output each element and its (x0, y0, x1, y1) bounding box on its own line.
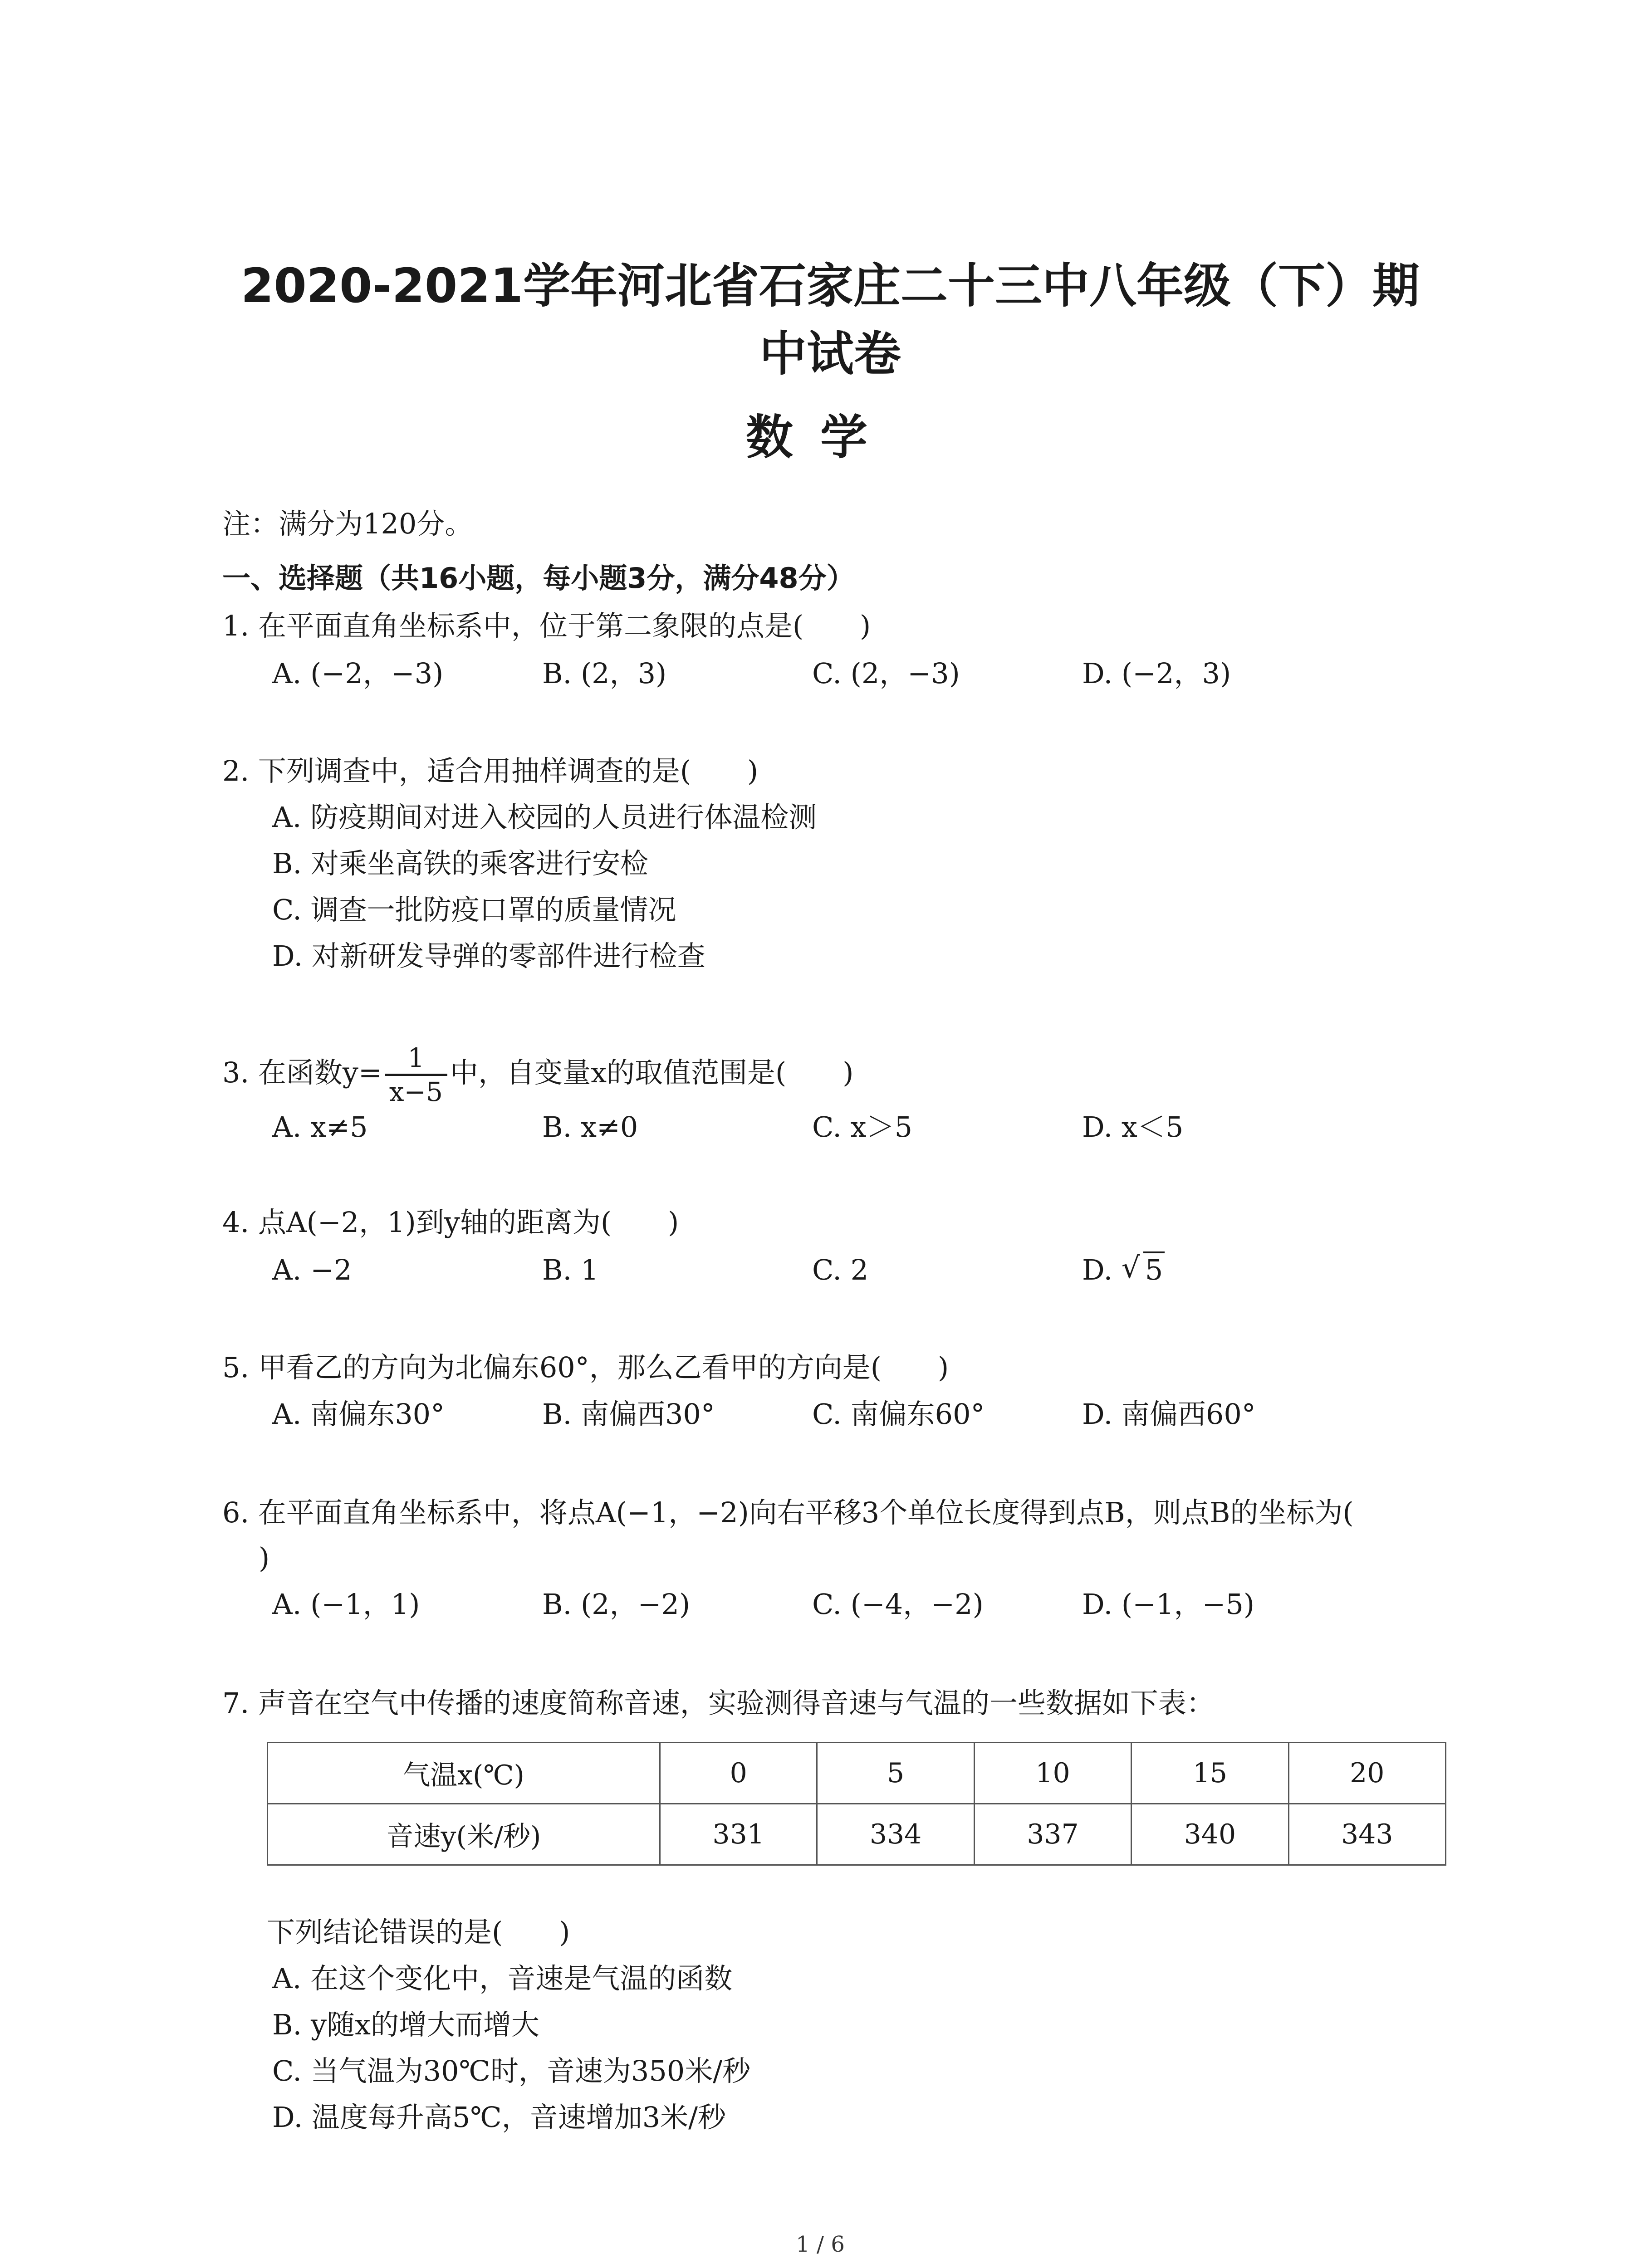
q2-option-a: A. 防疫期间对进入校园的人员进行体温检测 (272, 801, 817, 834)
table-header-cell: 音速y(米/秒) (268, 1804, 660, 1865)
q7-option-b: B. y随x的增大而增大 (272, 2008, 539, 2041)
score-note: 注：满分为120分。 (222, 507, 473, 540)
table-cell: 331 (660, 1804, 817, 1865)
q3-stem-suffix: 中，自变量x的取值范围是( ) (450, 1056, 854, 1089)
q4-sqrt (1122, 1252, 1165, 1288)
q7-option-c: C. 当气温为30℃时，音速为350米/秒 (272, 2054, 751, 2087)
q5-option-b: B. 南偏西30° (542, 1398, 715, 1431)
q4-option-c: C. 2 (812, 1253, 869, 1286)
table-cell: 20 (1288, 1743, 1445, 1804)
q3-option-c: C. x＞5 (812, 1110, 913, 1144)
table-cell: 0 (660, 1743, 817, 1804)
q3-fraction (385, 1042, 447, 1108)
q4-sqrt-radicand: 5 (1143, 1251, 1165, 1286)
table-row (268, 1743, 1446, 1804)
q5-option-c: C. 南偏东60° (812, 1398, 985, 1431)
title-line-2: 中试卷 (759, 326, 901, 381)
q1-option-b: B. (2，3) (542, 657, 667, 690)
q2-option-b: B. 对乘坐高铁的乘客进行安检 (272, 847, 648, 880)
q3-stem-prefix: 3. 在函数y= (222, 1056, 382, 1089)
question-7-stem: 7. 声音在空气中传播的速度简称音速，实验测得音速与气温的一些数据如下表： (222, 1686, 1215, 1720)
q4-option-a: A. −2 (272, 1253, 352, 1286)
table-header-cell: 气温x(℃) (268, 1743, 660, 1804)
sqrt-sign: √ (1121, 1251, 1140, 1285)
table-cell: 15 (1132, 1743, 1288, 1804)
q1-option-a: A. (−2，−3) (272, 657, 444, 690)
q1-option-d: D. (−2，3) (1082, 657, 1231, 690)
q5-option-d: D. 南偏西60° (1082, 1398, 1256, 1431)
question-6-stem-line-2: ) (259, 1541, 270, 1574)
table-cell: 10 (974, 1743, 1131, 1804)
question-7-prompt: 下列结论错误的是( ) (267, 1916, 570, 1949)
q2-option-c: C. 调查一批防疫口罩的质量情况 (272, 893, 676, 926)
page-number: 1 / 6 (796, 2232, 845, 2257)
q4-option-d (1082, 1252, 1165, 1288)
q3-option-d: D. x＜5 (1082, 1110, 1184, 1144)
q6-option-d: D. (−1，−5) (1082, 1588, 1255, 1621)
q4-option-d-label: D. (1082, 1253, 1122, 1286)
question-4-stem: 4. 点A(−2，1)到y轴的距离为( ) (222, 1206, 679, 1239)
table-cell: 334 (817, 1804, 974, 1865)
temperature-speed-table (267, 1742, 1446, 1866)
table-row (268, 1804, 1446, 1865)
section-heading-choice: 一、选择题（共16小题，每小题3分，满分48分） (222, 562, 855, 595)
q6-option-c: C. (−4，−2) (812, 1588, 984, 1621)
question-2-stem: 2. 下列调查中，适合用抽样调查的是( ) (222, 754, 759, 787)
question-5-stem: 5. 甲看乙的方向为北偏东60°，那么乙看甲的方向是( ) (222, 1351, 949, 1384)
table-cell: 337 (974, 1804, 1131, 1865)
q2-option-d: D. 对新研发导弹的零部件进行检查 (272, 939, 705, 973)
q6-option-b: B. (2，−2) (542, 1588, 691, 1621)
q5-option-a: A. 南偏东30° (272, 1398, 445, 1431)
table-cell: 340 (1132, 1804, 1288, 1865)
table-cell: 343 (1288, 1804, 1445, 1865)
question-6-stem: 6. 在平面直角坐标系中，将点A(−1，−2)向右平移3个单位长度得到点B，则点B的坐标为( (222, 1496, 1354, 1529)
q6-option-a: A. (−1，1) (272, 1588, 420, 1621)
question-1-stem: 1. 在平面直角坐标系中，位于第二象限的点是( ) (222, 609, 871, 642)
subject-heading: 数学 (745, 410, 895, 465)
table-cell: 5 (817, 1743, 974, 1804)
q3-fraction-numerator: 1 (385, 1042, 447, 1076)
q4-option-b: B. 1 (542, 1253, 599, 1286)
q3-option-a: A. x≠5 (272, 1110, 368, 1144)
q3-option-b: B. x≠0 (542, 1110, 638, 1144)
q7-option-d: D. 温度每升高5℃，音速增加3米/秒 (272, 2101, 726, 2134)
question-3-stem (222, 1039, 853, 1108)
title-line-1: 2020-2021学年河北省石家庄二十三中八年级（下）期 (240, 258, 1420, 313)
q1-option-c: C. (2，−3) (812, 657, 960, 690)
exam-title (218, 252, 1443, 388)
q7-option-a: A. 在这个变化中，音速是气温的函数 (272, 1962, 733, 1995)
q3-fraction-denominator: x−5 (389, 1076, 443, 1108)
